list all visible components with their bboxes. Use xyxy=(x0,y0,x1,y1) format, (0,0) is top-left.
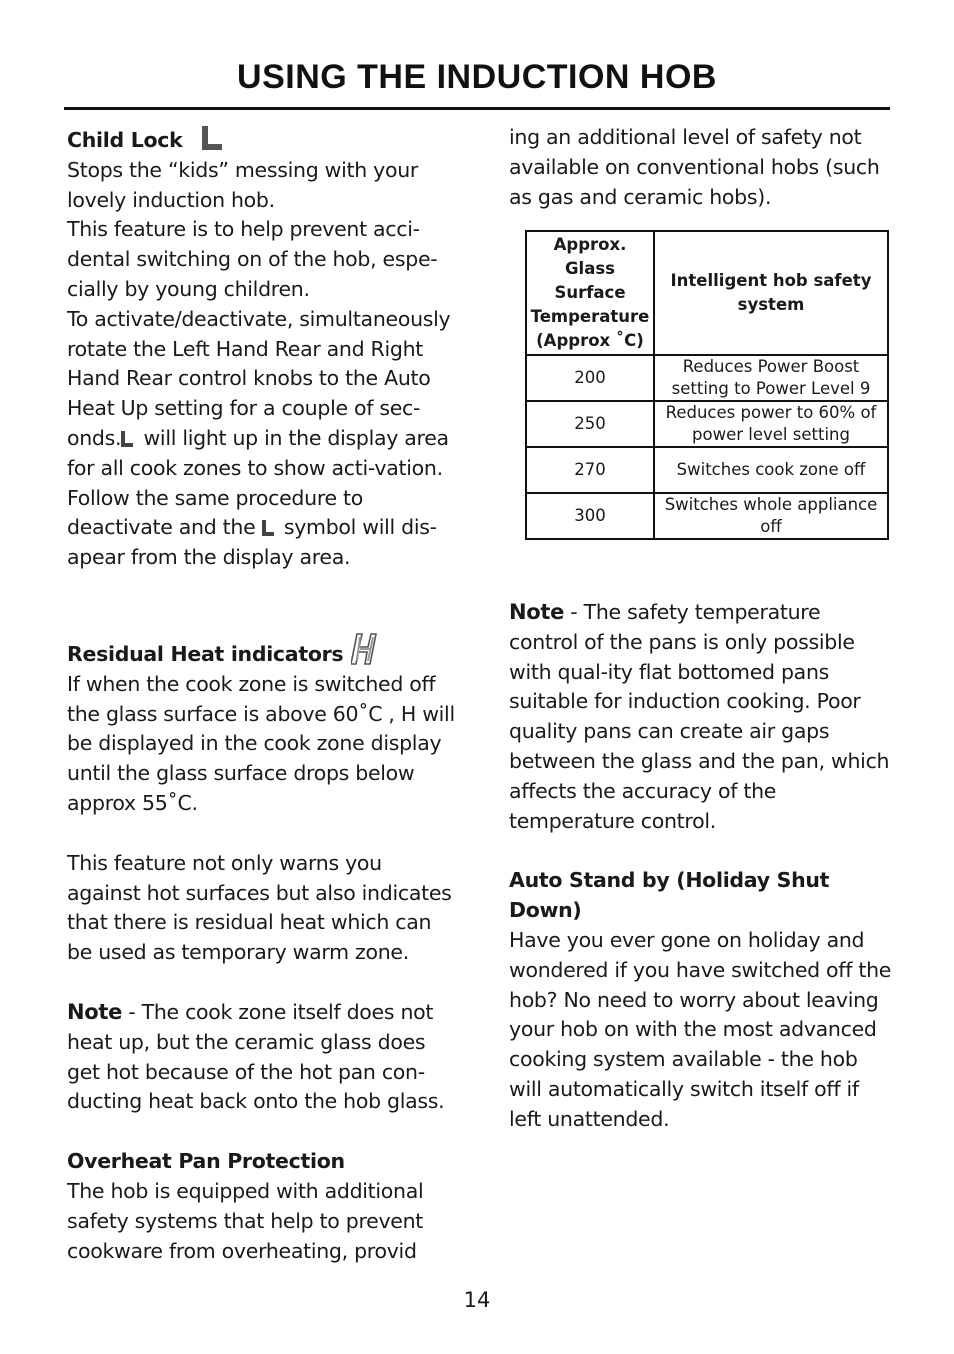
residual-heat-note xyxy=(67,998,459,1117)
header-safety-system: Intelligent hob safety system xyxy=(654,231,888,355)
table-row xyxy=(526,401,888,447)
overheat-heading: Overheat Pan Protection xyxy=(67,1149,345,1174)
table-row xyxy=(526,493,888,539)
residual-heat-heading-row xyxy=(67,631,459,670)
right-column-bottom xyxy=(509,598,894,1135)
lock-L-symbol-icon xyxy=(202,126,222,150)
table-row xyxy=(526,447,888,493)
temp-cell: 270 xyxy=(526,447,654,493)
action-cell: Reduces Power Boost setting to Power Level 9 xyxy=(654,355,888,401)
overheat-desc-continued: ing an additional level of safety not available on conventional hobs (such as gas and ceramic hobs). xyxy=(509,125,880,209)
temp-cell: 200 xyxy=(526,355,654,401)
pan-note xyxy=(509,598,894,836)
auto-standby-heading: Auto Stand by (Holiday Shut Down) xyxy=(509,868,830,923)
child-lock-purpose: This feature is to help prevent acci-dental switching on of the hob, espe-cially by young children. xyxy=(67,217,438,301)
residual-heat-warning: This feature not only warns you against hot surfaces but also indicates that there is residual heat which can be used as temporary warm zone. xyxy=(67,850,452,965)
temp-cell: 250 xyxy=(526,401,654,447)
table-row xyxy=(526,355,888,401)
left-column xyxy=(67,126,459,1266)
safety-temperature-table xyxy=(525,230,889,540)
note-label: Note xyxy=(67,999,123,1024)
right-column-top xyxy=(509,123,894,212)
title-divider xyxy=(64,107,890,110)
page-number: 14 xyxy=(463,1288,491,1312)
auto-standby-desc: Have you ever gone on holiday and wondered if you have switched off the hob? No need to worry about leaving your hob on with the most advanced cooking system available - the hob will automatically switch itself off if left unattended. xyxy=(509,927,892,1131)
child-lock-instructions xyxy=(67,305,459,573)
action-cell: Reduces power to 60% of power level setting xyxy=(654,401,888,447)
child-lock-instructions-b: will light up in the display area for all cook zones to show acti-vation. Follow the same procedure to deactivate and the xyxy=(67,425,449,540)
temp-cell: 300 xyxy=(526,493,654,539)
note-text: - The cook zone itself does not heat up, but the ceramic glass does get hot because of the hot pan con-ducting heat back onto the hob glass. xyxy=(67,999,445,1114)
table-header-row xyxy=(526,231,888,355)
action-cell: Switches whole appliance off xyxy=(654,493,888,539)
page-title: USING THE INDUCTION HOB xyxy=(237,58,717,96)
overheat-desc: The hob is equipped with additional safety systems that help to prevent cookware from overheating, provid xyxy=(67,1178,424,1263)
note-label: Note xyxy=(509,600,565,624)
header-temperature: Approx. Glass Surface Temperature (Approx ˚C) xyxy=(526,231,654,355)
residual-heat-desc: If when the cook zone is switched off the glass surface is above 60˚C , H will be displayed in the cook zone display until the glass surface drops below approx 55˚C. xyxy=(67,671,455,815)
lock-L-inline-icon xyxy=(262,520,274,536)
note-text: - The safety temperature control of the pans is only possible with qual-ity flat bottomed pans suitable for induction cooking. Poor quality pans can create air gaps between the glass and the pan, which affects the accuracy of the temperature control. xyxy=(509,600,890,833)
action-cell: Switches cook zone off xyxy=(654,447,888,493)
child-lock-intro: Stops the “kids” messing with your lovely induction hob. xyxy=(67,157,419,212)
child-lock-instructions-c: symbol will dis-apear from the display area. xyxy=(67,515,437,570)
child-lock-instructions-a: To activate/deactivate, simultaneously rotate the Left Hand Rear and Right Hand Rear control knobs to the Auto Heat Up setting for a couple of sec-onds. xyxy=(67,306,451,450)
residual-heat-H-icon xyxy=(351,631,381,667)
residual-heat-heading: Residual Heat indicators xyxy=(67,641,344,666)
child-lock-heading-row xyxy=(67,126,459,156)
lock-L-inline-icon xyxy=(121,431,133,447)
child-lock-heading: Child Lock xyxy=(67,128,183,152)
